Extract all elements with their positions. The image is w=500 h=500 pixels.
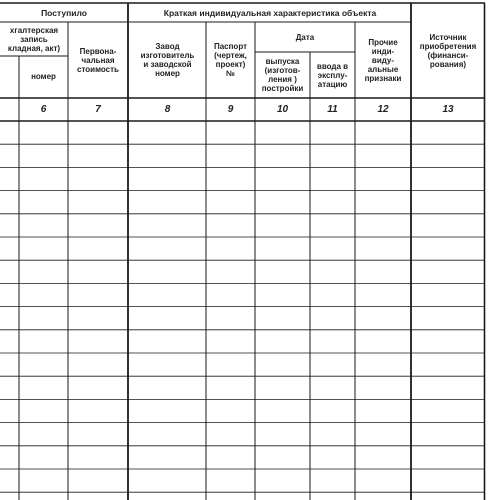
column-number-6: 6 (40, 104, 47, 115)
header-funding-source: Источник приобретения (финанси- рования) (419, 33, 477, 69)
header-other-features: Прочие инди- виду- альные признаки (364, 37, 402, 83)
header-manufacturer: Завод изготовитель и заводской номер (140, 42, 195, 78)
header-release: выпуска (изготов- ления ) постройки (261, 57, 304, 93)
header-commission: ввода в эксплу- атацию (316, 61, 349, 89)
column-number-10: 10 (276, 104, 289, 115)
header-initial-cost: Первона- чальная стоимость (77, 46, 119, 74)
header-date: Дата (295, 32, 315, 42)
column-number-13: 13 (442, 104, 454, 115)
header-number: номер (31, 71, 56, 81)
column-number-11: 11 (327, 104, 338, 115)
column-number-12: 12 (377, 104, 389, 115)
column-number-9: 9 (227, 104, 234, 115)
header-characteristic: Краткая индивидуальная характеристика объекта (163, 7, 377, 18)
header-received: Поступило (41, 7, 87, 18)
header-accounting-record: хгалтерская запись кладная, акт) (7, 25, 61, 53)
column-number-8: 8 (164, 104, 171, 115)
header-passport: Паспорт (чертеж, проект) № (213, 42, 248, 78)
column-number-7: 7 (95, 104, 101, 115)
